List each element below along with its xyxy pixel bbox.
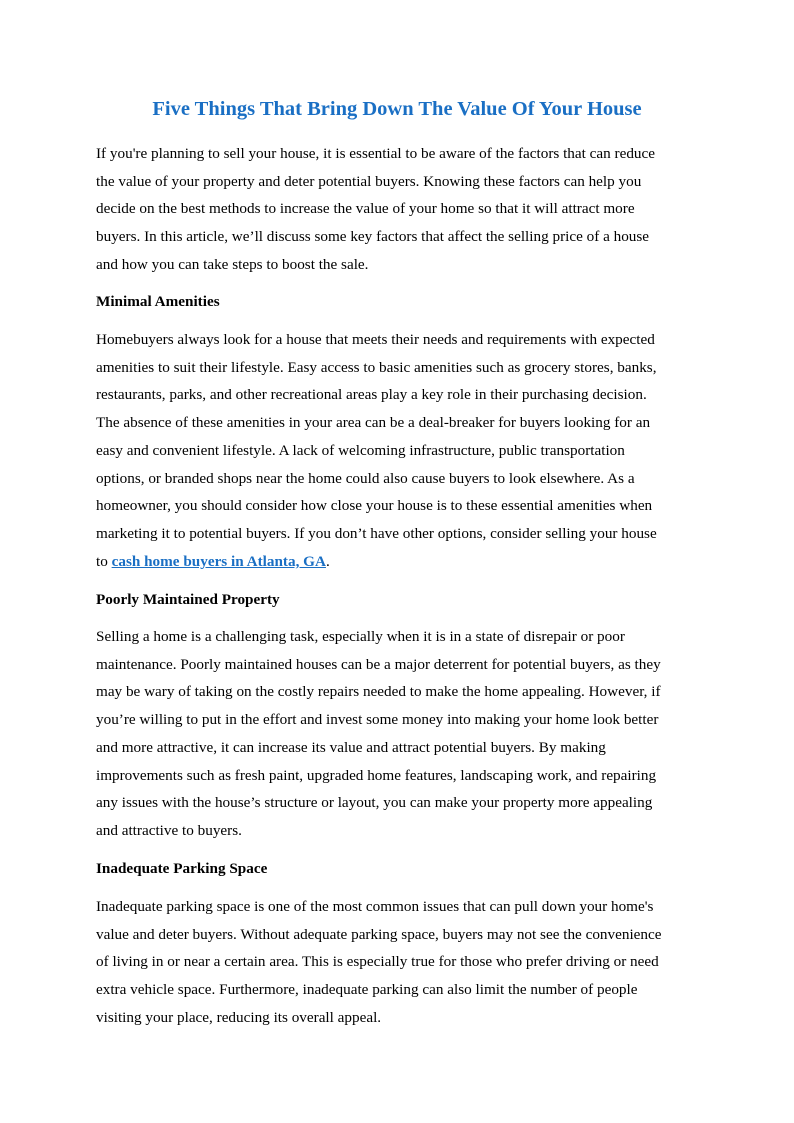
text-line: The absence of these amenities in your area can be a deal-breaker for buyers looking for an bbox=[96, 414, 651, 432]
text-line: of living in or near a certain area. This is especially true for those who prefer driving or need bbox=[96, 953, 659, 971]
text-line: marketing it to potential buyers. If you don’t have other options, consider selling your house bbox=[96, 524, 657, 542]
text-line: the value of your property and deter potential buyers. Knowing these factors can help you bbox=[96, 172, 642, 190]
text-line: Inadequate parking space is one of the most common issues that can pull down your home's bbox=[96, 898, 654, 915]
text-line: value and deter buyers. Without adequate parking space, buyers may not see the convenience bbox=[96, 925, 662, 943]
text-line: buyers. In this article, we’ll discuss some key factors that affect the selling price of a house bbox=[96, 228, 650, 246]
section-paragraph-inadequate-parking bbox=[96, 893, 704, 1032]
text-line: any issues with the house’s structure or layout, you can make your property more appealing bbox=[96, 794, 653, 812]
link-suffix: . bbox=[325, 552, 330, 570]
section-heading-poorly-maintained: Poorly Maintained Property bbox=[96, 591, 280, 608]
text-line: If you're planning to sell your house, it is essential to be aware of the factors that can reduce bbox=[96, 145, 656, 162]
text-line: improvements such as fresh paint, upgraded home features, landscaping work, and repairing bbox=[96, 766, 657, 784]
text-line: maintenance. Poorly maintained houses can be a major deterrent for potential buyers, as they bbox=[96, 655, 661, 673]
text-line: and more attractive, it can increase its value and attract potential buyers. By making bbox=[96, 738, 606, 756]
section-heading-inadequate-parking: Inadequate Parking Space bbox=[96, 860, 268, 877]
link-prefix: to bbox=[96, 552, 112, 570]
text-line: may be wary of taking on the costly repairs needed to make the home appealing. However, if bbox=[96, 683, 661, 701]
text-line: amenities to suit their lifestyle. Easy access to basic amenities such as grocery stores, banks, bbox=[96, 358, 657, 376]
section-paragraph-poorly-maintained bbox=[96, 623, 704, 845]
intro-paragraph bbox=[96, 140, 704, 279]
document-title: Five Things That Bring Down The Value Of Your House bbox=[152, 98, 642, 120]
text-line: Selling a home is a challenging task, especially when it is in a state of disrepair or poor bbox=[96, 628, 625, 645]
text-line: extra vehicle space. Furthermore, inadequate parking can also limit the number of people bbox=[96, 981, 638, 999]
text-line: easy and convenient lifestyle. A lack of welcoming infrastructure, public transportation bbox=[96, 441, 625, 459]
cash-home-buyers-link[interactable]: cash home buyers in Atlanta, GA bbox=[111, 552, 326, 570]
section-paragraph-minimal-amenities bbox=[96, 326, 704, 575]
text-line: restaurants, parks, and other recreational areas play a key role in their purchasing decision. bbox=[96, 386, 647, 404]
text-line: decide on the best methods to increase the value of your home so that it will attract more bbox=[96, 200, 635, 218]
text-line-with-link bbox=[96, 548, 704, 576]
text-line: and attractive to buyers. bbox=[96, 821, 242, 839]
section-heading-minimal-amenities: Minimal Amenities bbox=[96, 293, 220, 310]
text-line: options, or branded shops near the home could also cause buyers to look elsewhere. As a bbox=[96, 469, 635, 487]
text-line: visiting your place, reducing its overall appeal. bbox=[96, 1008, 382, 1026]
text-line: homeowner, you should consider how close your house is to these essential amenities when bbox=[96, 497, 653, 515]
text-line: you’re willing to put in the effort and invest some money into making your home look better bbox=[96, 711, 659, 729]
text-line: and how you can take steps to boost the sale. bbox=[96, 255, 369, 273]
text-line: Homebuyers always look for a house that meets their needs and requirements with expected bbox=[96, 331, 655, 348]
